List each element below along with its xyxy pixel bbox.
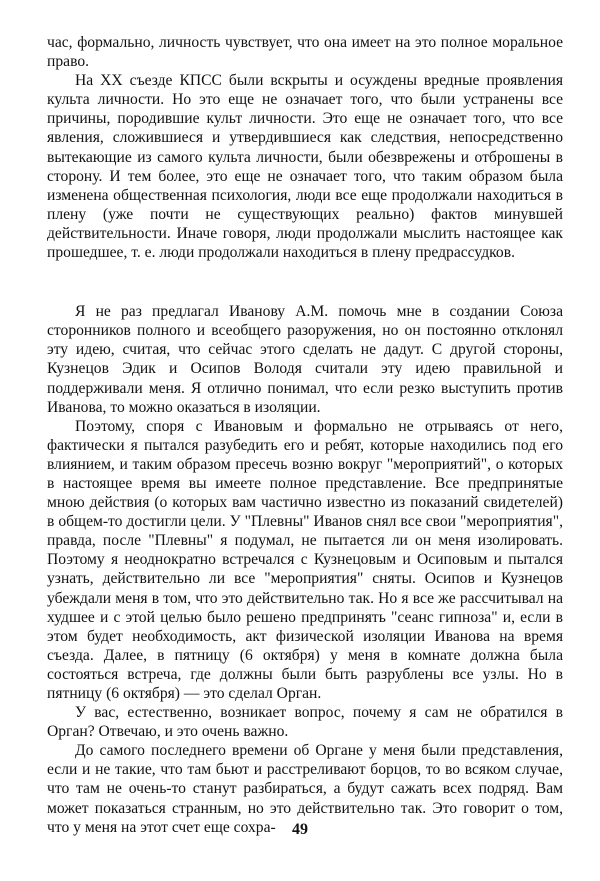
paragraph-organ: До самого последнего времени об Органе у меня были представления, если и не такие, что там бьют и расстреливают борцов, то во всяком случае, что там не очень-то станут разбираться, а будут сажать всех подряд. Вам может показаться странным, но это действительно так. Это говорит о том, что у меня на этот счет еще сохра- [47,742,563,836]
page-number: 49 [292,821,308,838]
paragraph-xx-congress: На XX съезде КПСС были вскрыты и осуждены вредные проявления культа личности. Но это еще не означает того, что были устранены все причины, породившие культ личности. Это еще не означает того, что все явления, сложившиеся и утвердившиеся как следствия, непосредственно вытекающие из самого культа личности, были обезврежены и отброшены в сторону. И тем более, это еще не означает того, что таким образом была изменена общественная психология, люди все еще продолжали находиться в плену (уже почти не существующих реально) фактов минувшей действительности. Иначе говоря, люди продолжали мыслить настоящее как прошедшее, т. е. люди продолжали находиться в плену предрассудков. [47,72,563,262]
paragraph-question: У вас, естественно, возникает вопрос, почему я сам не обратился в Орган? Отвечаю, и это очень важно. [47,704,563,741]
section-break [47,262,563,302]
paragraph-measures: Поэтому, споря с Ивановым и формально не отрываясь от него, фактически я пытался разубедить его и ребят, которые находились под его влиянием, и таким образом пресечь возню вокруг "мероприятий", о которых в настоящее время вы имеете полное представление. Все предпринятые мною действия (о которых вам частично известно из показаний свидетелей) в общем-то достигли цели. У "Плевны" Иванов снял все свои "мероприятия", правда, после "Плевны" я подумал, не пытается ли он меня изолировать. Поэтому я неоднократно встречался с Кузнецовым и Осиповым и пытался узнать, действительно ли все "мероприятия" сняты. Осипов и Кузнецов убеждали меня в том, что это действительно так. Но я все же рассчитывал на худшее и с этой целью было решено предпринять "сеанс гипноза" и, если в этом будет необходимость, акт физической изоляции Иванова на время съезда. Далее, в пятницу (6 октября) у меня в комнате должна была состояться встреча, где должны были быть разрублены все узлы. Но в пятницу (6 октября) — это сделал Орган. [47,417,563,702]
page-body [47,33,563,837]
paragraph-continuation: час, формально, личность чувствует, что она имеет на это полное моральное право. [47,34,563,71]
paragraph-ivanov-proposal: Я не раз предлагал Иванову А.М. помочь мне в создании Союза сторонников полного и всеобщего разоружения, но он постоянно отклонял эту идею, считая, что сейчас этого сделать не дадут. С другой стороны, Кузнецов Эдик и Осипов Володя считали эту идею правильной и поддерживали меня. Я отлично понимал, что если резко выступить против Иванова, то можно оказаться в изоляции. [47,303,563,416]
